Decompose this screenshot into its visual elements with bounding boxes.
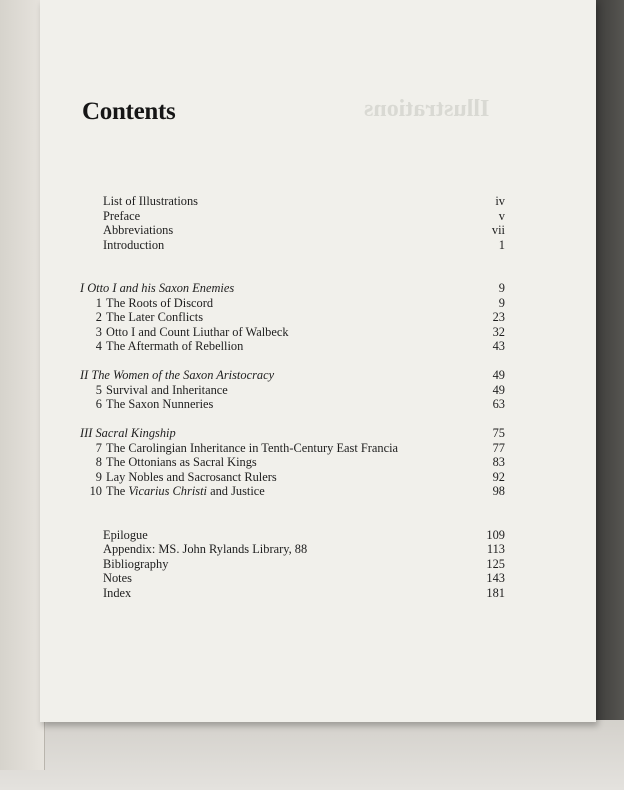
book-page <box>40 0 596 722</box>
toc-chapter: 1 The Roots of Discord 9 <box>95 295 505 310</box>
previous-page-edge <box>0 0 45 770</box>
toc-entry: List of Illustrations iv <box>103 194 505 208</box>
table-of-contents <box>80 194 505 600</box>
toc-chapter: 2 The Later Conflicts 23 <box>95 310 505 324</box>
toc-chapter: 7 The Carolingian Inheritance in Tenth-Century East Francia 77 <box>95 440 505 455</box>
toc-entry: Notes 143 <box>103 571 505 585</box>
show-through-text: Illustrations <box>364 96 490 122</box>
toc-chapter: 10 The Vicarius Christi and Justice 98 <box>89 484 505 498</box>
toc-part-heading: II The Women of the Saxon Aristocracy 49 <box>80 368 505 382</box>
toc-entry: Introduction 1 <box>103 237 505 252</box>
toc-part-heading: III Sacral Kingship 75 <box>80 426 505 440</box>
toc-chapter: 3 Otto I and Count Liuthar of Walbeck 32 <box>95 324 505 339</box>
toc-chapter: 5 Survival and Inheritance 49 <box>95 382 505 397</box>
toc-entry: Abbreviations vii <box>103 223 505 237</box>
toc-chapter: 9 Lay Nobles and Sacrosanct Rulers 92 <box>95 469 505 484</box>
toc-entry: Bibliography 125 <box>103 556 505 571</box>
toc-entry: Preface v <box>103 208 505 223</box>
toc-chapter: 4 The Aftermath of Rebellion 43 <box>95 339 505 353</box>
page-title: Contents <box>82 98 176 125</box>
book-cover-edge <box>592 0 624 720</box>
toc-entry: Epilogue 109 <box>103 527 505 542</box>
toc-part-heading: I Otto I and his Saxon Enemies 9 <box>80 281 505 295</box>
toc-chapter: 8 The Ottonians as Sacral Kings 83 <box>95 455 505 469</box>
toc-chapter: 6 The Saxon Nunneries 63 <box>95 397 505 411</box>
toc-entry: Appendix: MS. John Rylands Library, 88 113 <box>103 542 505 556</box>
toc-entry: Index 181 <box>103 585 505 600</box>
